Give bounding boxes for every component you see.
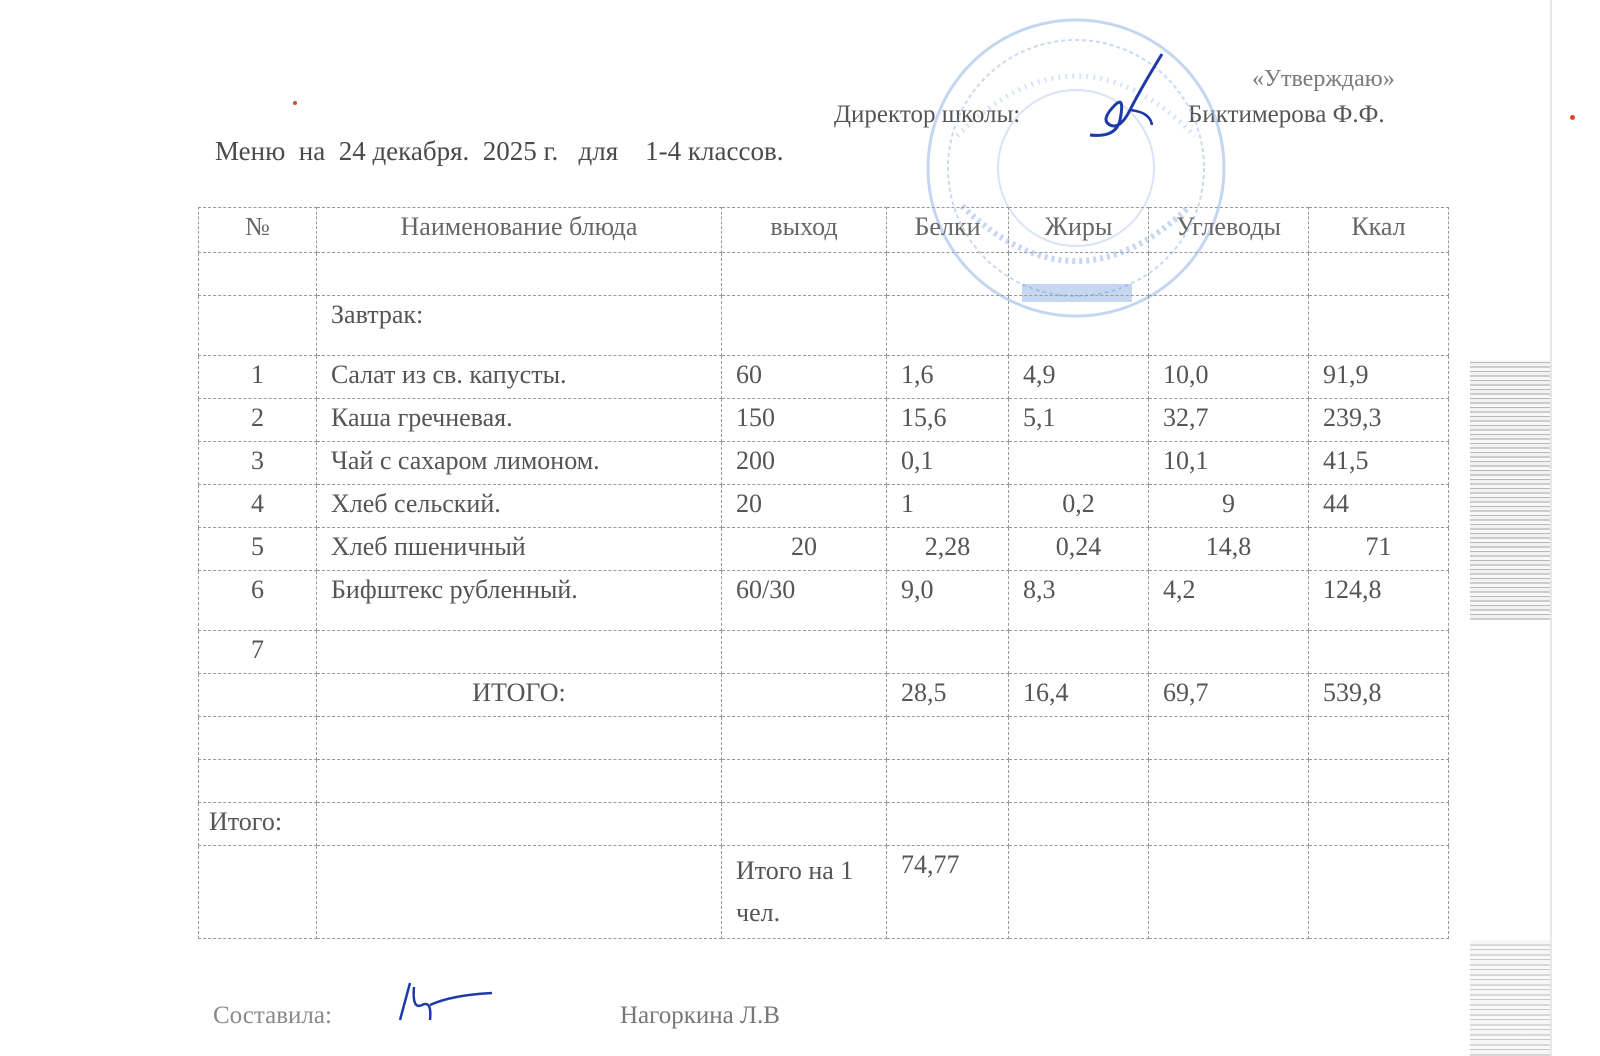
dish-carbs	[1149, 631, 1309, 674]
subtotal-protein: 28,5	[887, 674, 1009, 717]
table-row-per-person	[199, 846, 1449, 939]
dish-name: Каша гречневая.	[317, 399, 722, 442]
col-kcal: Ккал	[1309, 208, 1449, 253]
table-row	[199, 485, 1449, 528]
subtotal-fat: 16,4	[1009, 674, 1149, 717]
director-label: Директор школы:	[834, 101, 1021, 128]
dish-output: 60/30	[722, 571, 887, 631]
dish-fat	[1009, 442, 1149, 485]
total-label: Итого:	[199, 803, 317, 846]
per-person-value: 74,77	[887, 846, 1009, 939]
dish-name	[317, 631, 722, 674]
section-breakfast-label: Завтрак:	[317, 296, 722, 356]
per-person-label: Итого на 1 чел.	[722, 846, 887, 939]
table-row-empty	[199, 717, 1449, 760]
col-dish-name: Наименование блюда	[317, 208, 722, 253]
dish-name: Хлеб пшеничный	[317, 528, 722, 571]
dish-fat: 4,9	[1009, 356, 1149, 399]
col-fat: Жиры	[1009, 208, 1149, 253]
dish-kcal: 239,3	[1309, 399, 1449, 442]
table-row	[199, 442, 1449, 485]
col-number: №	[199, 208, 317, 253]
table-header-row	[199, 208, 1449, 253]
dish-output	[722, 631, 887, 674]
dish-kcal: 41,5	[1309, 442, 1449, 485]
scan-edge-noise-bottom	[1470, 940, 1550, 1056]
table-row	[199, 356, 1449, 399]
subtotal-kcal: 539,8	[1309, 674, 1449, 717]
composer-name: Нагоркина Л.В	[620, 1002, 780, 1029]
dish-fat: 8,3	[1009, 571, 1149, 631]
dish-fat: 0,2	[1009, 485, 1149, 528]
dish-output: 60	[722, 356, 887, 399]
dish-carbs: 10,0	[1149, 356, 1309, 399]
red-mark	[293, 101, 297, 105]
row-number: 7	[199, 631, 317, 674]
dish-fat: 5,1	[1009, 399, 1149, 442]
dish-output: 20	[722, 528, 887, 571]
dish-kcal: 124,8	[1309, 571, 1449, 631]
dish-fat: 0,24	[1009, 528, 1149, 571]
red-mark-edge	[1570, 115, 1575, 120]
dish-kcal	[1309, 631, 1449, 674]
dish-protein: 1,6	[887, 356, 1009, 399]
row-number: 5	[199, 528, 317, 571]
scan-edge-noise	[1470, 360, 1550, 620]
dish-output: 20	[722, 485, 887, 528]
col-carbs: Углеводы	[1149, 208, 1309, 253]
dish-protein: 0,1	[887, 442, 1009, 485]
col-protein: Белки	[887, 208, 1009, 253]
composed-by-label: Составила:	[213, 1002, 332, 1029]
dish-carbs: 9	[1149, 485, 1309, 528]
table-row	[199, 528, 1449, 571]
director-name: Биктимерова Ф.Ф.	[1188, 101, 1385, 128]
dish-carbs: 14,8	[1149, 528, 1309, 571]
composer-signature	[392, 975, 497, 1025]
table-row	[199, 631, 1449, 674]
table-row	[199, 399, 1449, 442]
dish-kcal: 91,9	[1309, 356, 1449, 399]
table-row	[199, 571, 1449, 631]
menu-title: Меню на 24 декабря. 2025 г. для 1-4 классов.	[215, 136, 784, 166]
dish-kcal: 71	[1309, 528, 1449, 571]
table-row-empty	[199, 253, 1449, 296]
table-row-total	[199, 803, 1449, 846]
dish-protein: 1	[887, 485, 1009, 528]
table-row-section	[199, 296, 1449, 356]
row-number: 6	[199, 571, 317, 631]
director-signature	[1080, 50, 1170, 145]
subtotal-label: ИТОГО:	[317, 674, 722, 717]
table-row-empty	[199, 760, 1449, 803]
row-number: 4	[199, 485, 317, 528]
dish-name: Салат из св. капусты.	[317, 356, 722, 399]
dish-protein: 2,28	[887, 528, 1009, 571]
col-output: выход	[722, 208, 887, 253]
dish-fat	[1009, 631, 1149, 674]
table-row-subtotal	[199, 674, 1449, 717]
approval-heading: «Утверждаю»	[1252, 66, 1395, 92]
dish-protein: 9,0	[887, 571, 1009, 631]
subtotal-carbs: 69,7	[1149, 674, 1309, 717]
dish-carbs: 4,2	[1149, 571, 1309, 631]
dish-name: Чай с сахаром лимоном.	[317, 442, 722, 485]
dish-protein: 15,6	[887, 399, 1009, 442]
dish-output: 150	[722, 399, 887, 442]
dish-carbs: 10,1	[1149, 442, 1309, 485]
row-number: 1	[199, 356, 317, 399]
row-number: 2	[199, 399, 317, 442]
dish-kcal: 44	[1309, 485, 1449, 528]
row-number: 3	[199, 442, 317, 485]
dish-output: 200	[722, 442, 887, 485]
dish-carbs: 32,7	[1149, 399, 1309, 442]
scan-edge-line	[1550, 0, 1552, 1056]
dish-protein	[887, 631, 1009, 674]
dish-name: Хлеб сельский.	[317, 485, 722, 528]
menu-table	[198, 207, 1449, 939]
dish-name: Бифштекс рубленный.	[317, 571, 722, 631]
